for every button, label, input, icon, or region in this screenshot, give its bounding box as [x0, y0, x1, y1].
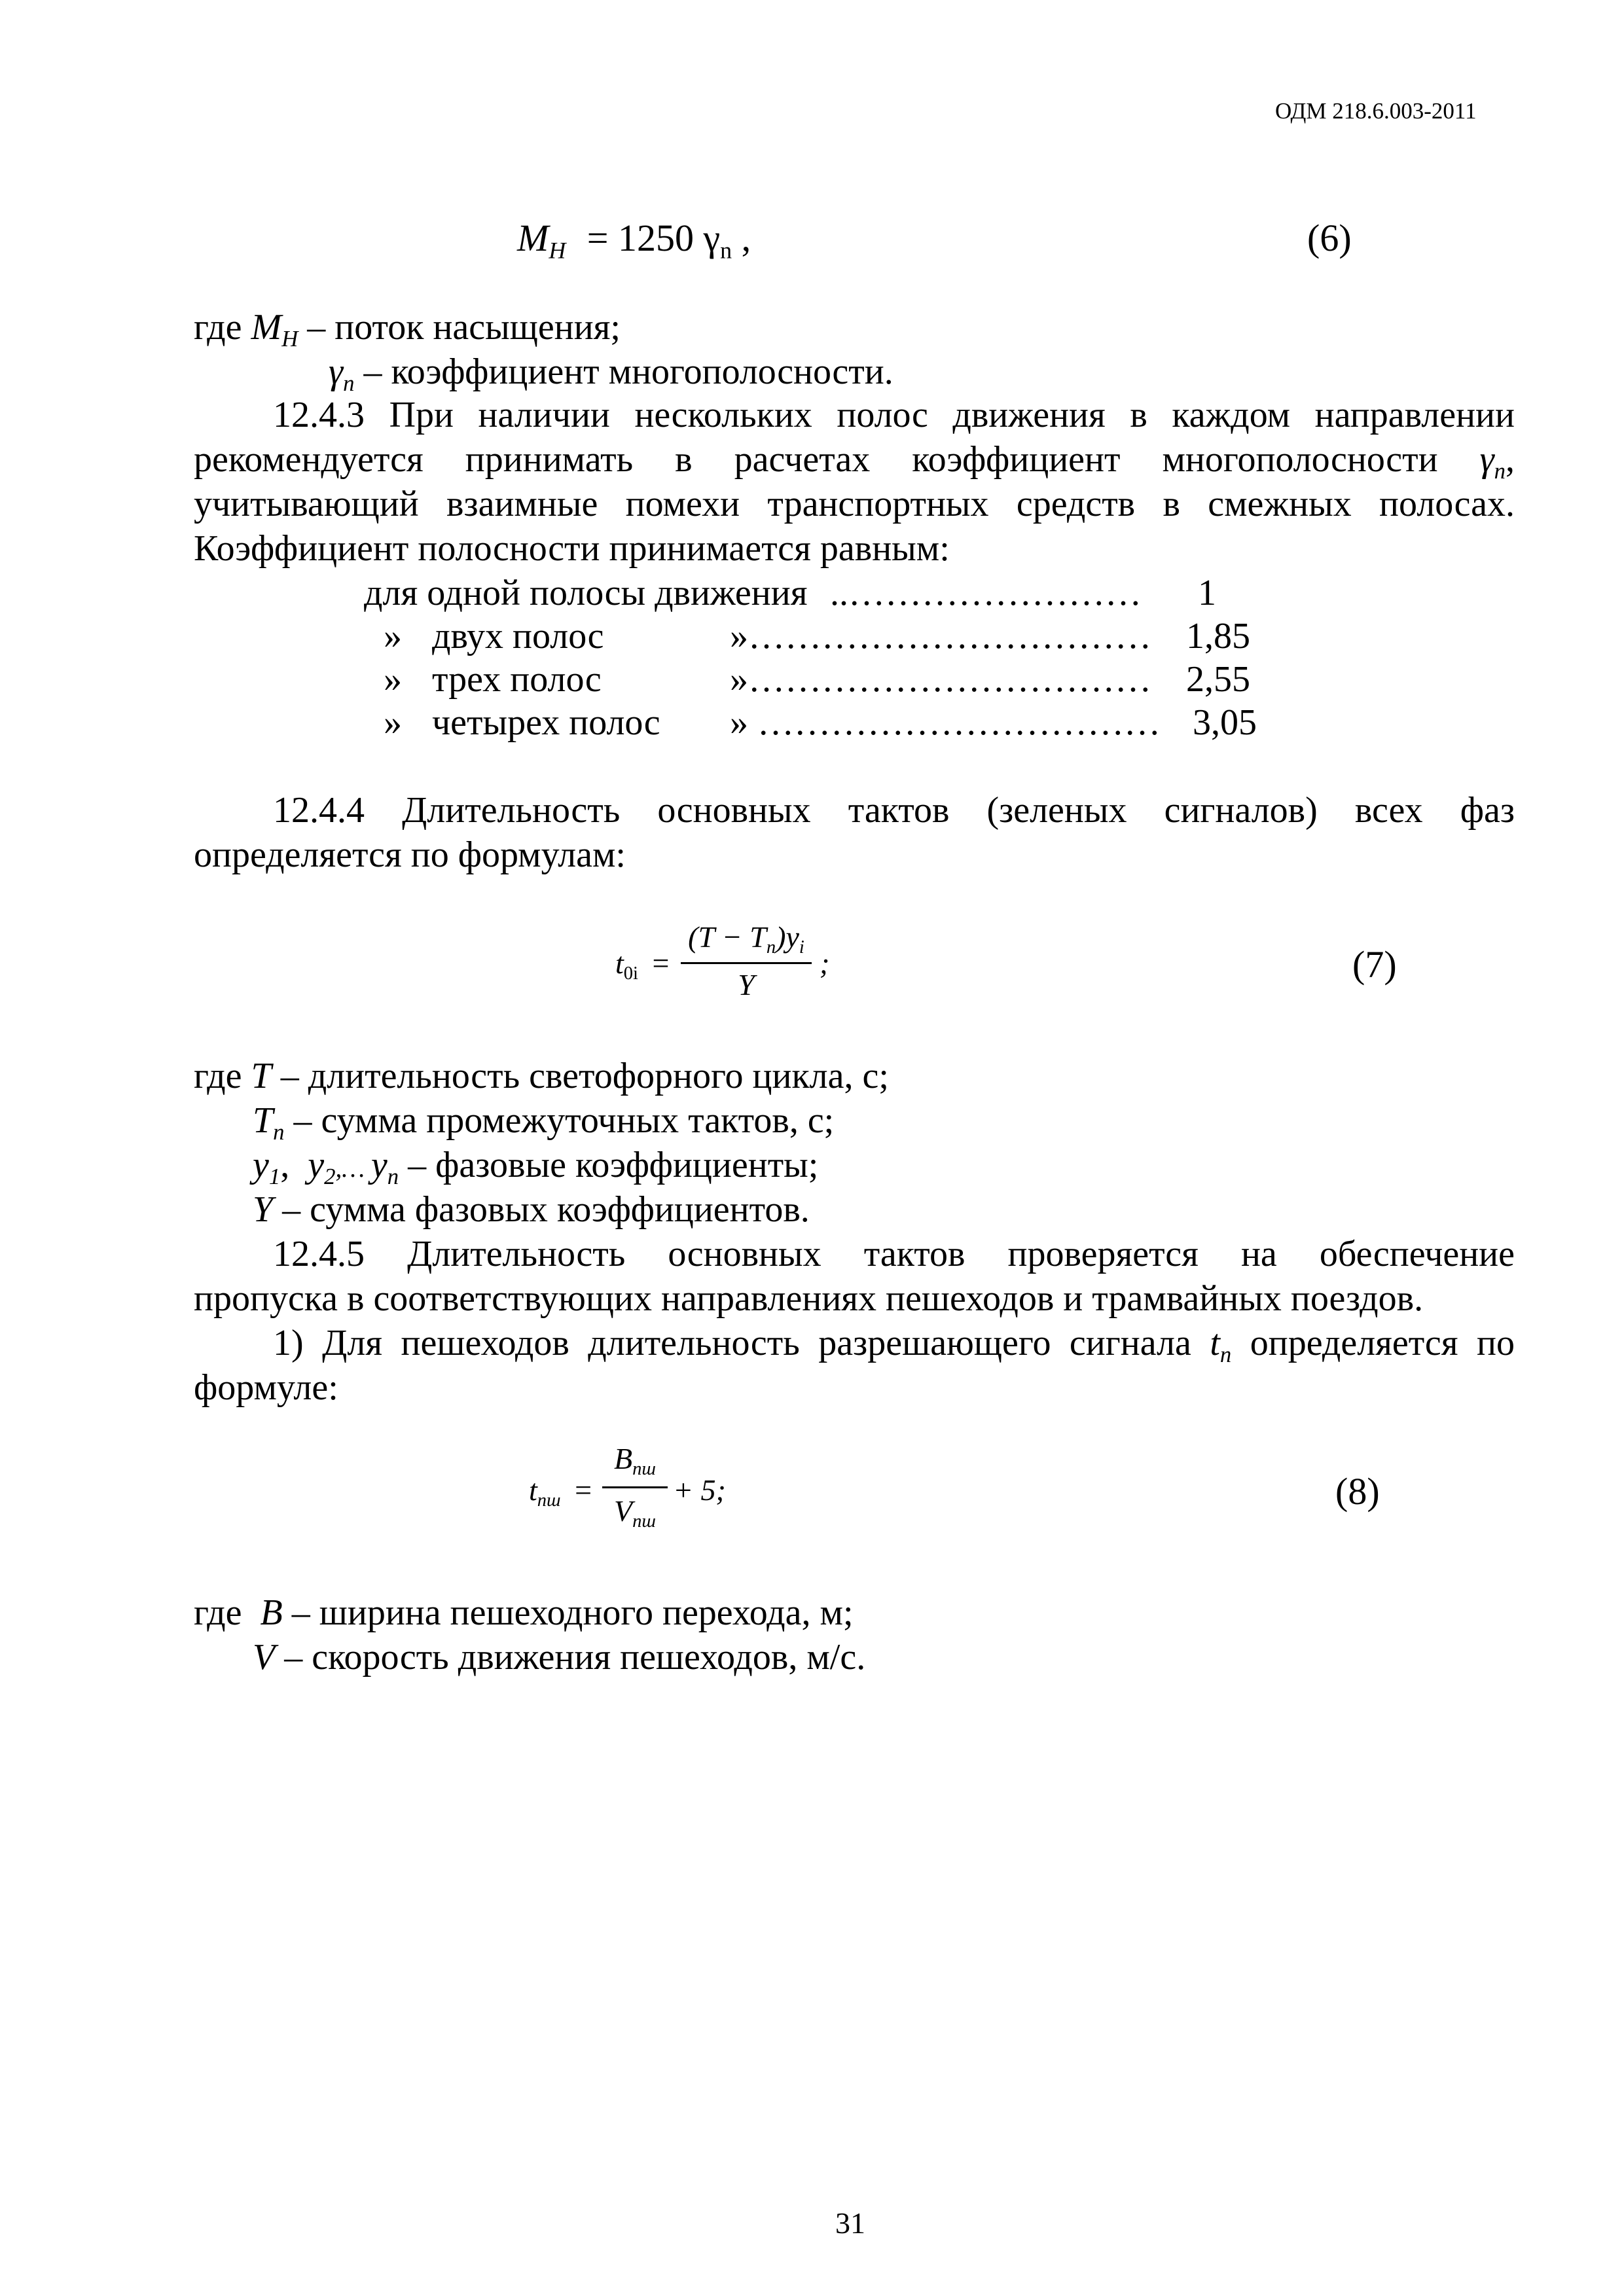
def7-Y: Y: [253, 1189, 274, 1230]
eq8-den-sub: пш: [632, 1511, 656, 1532]
def7-y1-sub: 1: [268, 1164, 281, 1190]
coef-row-3-label: трех полос: [432, 659, 602, 700]
eq6-op: =: [586, 217, 609, 259]
eq8-lhs-sub: пш: [537, 1490, 561, 1511]
eq8-fraction-bar: [602, 1486, 668, 1488]
p1245-tn-sub: n: [1219, 1342, 1232, 1368]
p1243-gamma: γ: [1479, 439, 1494, 480]
def8-line1: [194, 1590, 854, 1635]
p1245-line1: 12.4.5 Длительность основных тактов проверяется на обеспечение: [273, 1234, 1515, 1274]
p1244-line1: 12.4.4 Длительность основных тактов (зеленых сигналов) всех фаз: [273, 790, 1515, 831]
coef-row-1-label: для одной полосы движения: [364, 573, 808, 613]
coef-row-4-label: четырех полос: [432, 702, 660, 743]
document-code: ОДМ 218.6.003-2011: [1275, 98, 1477, 124]
equation-7-number: (7): [1352, 943, 1397, 986]
coef-row-1-value: 1: [1198, 573, 1216, 613]
eq8-lhs-symbol: t: [529, 1473, 537, 1507]
p1245-tn: t: [1210, 1323, 1220, 1363]
def7-y1: y: [253, 1145, 269, 1185]
p1243-line2-text: рекомендуется принимать в расчетах коэффициент многополосности: [194, 439, 1480, 480]
equation-6: [517, 216, 751, 264]
def6-text: – поток насыщения;: [298, 307, 621, 348]
def7-l3-text: – фазовые коэффициенты;: [399, 1145, 819, 1185]
page-number: 31: [835, 2206, 865, 2240]
p1243-gamma-sub: n: [1494, 458, 1506, 484]
eq8-numerator: [602, 1441, 668, 1480]
eq6-gamma-sub: n: [720, 237, 732, 264]
eq6-comma: ,: [741, 217, 751, 259]
def7-yn: y: [370, 1145, 388, 1185]
eq8-op: =: [575, 1473, 592, 1507]
eq8-num-B: B: [614, 1442, 633, 1475]
eq7-num-sub: n: [766, 937, 776, 958]
eq8-denominator: [602, 1494, 668, 1532]
p1243-line1: 12.4.3 При наличии нескольких полос движения в каждом направлении: [273, 395, 1515, 435]
coef-row-3-dots: »……………………………: [730, 659, 1151, 700]
def7-Tn: T: [253, 1100, 274, 1141]
p1245-line3-end: определяется по: [1231, 1323, 1515, 1363]
eq7-fraction-bar: [681, 962, 812, 964]
coef-row-1-dots: ..……………………: [830, 573, 1142, 613]
p1243-line3: учитывающий взаимные помехи транспортных средств в смежных полосах.: [194, 484, 1515, 524]
p1245-line3-text: 1) Для пешеходов длительность разрешающего сигнала: [273, 1323, 1210, 1363]
def6-gamma: γ: [329, 351, 344, 392]
def6-sym-sub: H: [281, 326, 298, 352]
def7-line1: [194, 1054, 889, 1098]
def7-l4-text: – сумма фазовых коэффициентов.: [273, 1189, 810, 1230]
coef-row-4-value: 3,05: [1193, 702, 1257, 743]
coef-row-2-value: 1,85: [1186, 616, 1250, 656]
def7-line3: $y_1$, $y_2,\dots$ $y_n$ – фазовые коэффициенты;: [253, 1145, 819, 1190]
eq7-op: =: [652, 946, 670, 980]
def7-T: T: [251, 1056, 272, 1096]
eq7-denominator: Y: [738, 968, 755, 1001]
eq7-lhs-sub: 0i: [623, 963, 638, 984]
def7-Tn-sub: n: [273, 1119, 285, 1145]
eq6-rhs: 1250: [618, 217, 695, 259]
eq8-tail: + 5;: [673, 1473, 726, 1507]
eq8-lhs: [529, 1473, 592, 1511]
equation-6-number: (6): [1307, 217, 1352, 259]
coef-row-2-label: двух полос: [432, 616, 604, 656]
eq7-num-a: (T − T: [688, 920, 767, 954]
eq7-num-b-sub: i: [799, 937, 804, 958]
eq6-lhs-sub: H: [549, 237, 566, 264]
def6-prefix: где: [194, 307, 242, 348]
def8-l1-text: – ширина пешеходного перехода, м;: [282, 1592, 854, 1633]
eq7-lhs: [615, 946, 669, 984]
def7-line4: [253, 1187, 810, 1232]
eq6-lhs: M: [517, 217, 549, 259]
def7-y2-sub: 2: [324, 1164, 336, 1190]
def8-V: V: [253, 1637, 276, 1677]
coef-row-2-mark: »: [384, 616, 402, 656]
coef-row-4-dots: » ……………………………: [730, 702, 1161, 743]
coef-row-2-dots: »……………………………: [730, 616, 1151, 656]
def8-prefix: где: [194, 1592, 261, 1633]
def8-B: B: [260, 1592, 283, 1633]
coef-row-4-mark: »: [384, 702, 402, 743]
coef-row-3-value: 2,55: [1186, 659, 1250, 700]
equation-8-number: (8): [1335, 1470, 1380, 1513]
eq8-num-sub: пш: [632, 1459, 656, 1480]
eq7-numerator: [681, 920, 812, 958]
def6-sym: M: [251, 307, 282, 348]
p1243-line4: Коэффициент полосности принимается равным:: [194, 528, 950, 569]
eq6-gamma: γ: [703, 217, 721, 259]
p1245-line3: [273, 1321, 1515, 1377]
def8-l2-text: – скорость движения пешеходов, м/с.: [275, 1637, 866, 1677]
def7-l2-text: – сумма промежуточных тактов, с;: [284, 1100, 835, 1141]
def7-y2: y: [308, 1145, 325, 1185]
def7-dots: ,…: [335, 1155, 371, 1183]
p1243-comma: ,: [1506, 439, 1515, 480]
def6-text2: – коэффициент многополосности.: [354, 351, 893, 392]
def6-gamma-sub: n: [343, 370, 355, 397]
eq7-num-b: )y: [776, 920, 799, 954]
coef-row-3-mark: »: [384, 659, 402, 700]
def8-line2: [253, 1635, 865, 1679]
p1245-line4: формуле:: [194, 1367, 338, 1408]
def7-yn-sub: n: [387, 1164, 399, 1190]
eq8-den-V: V: [614, 1494, 633, 1528]
eq7-tail: ;: [820, 946, 830, 980]
p1245-line2: пропуска в соответствующих направлениях пешеходов и трамвайных поездов.: [194, 1278, 1424, 1319]
eq7-lhs-symbol: t: [615, 946, 624, 980]
p1244-line2: определяется по формулам:: [194, 834, 626, 875]
def7-l1-text: – длительность светофорного цикла, с;: [271, 1056, 889, 1096]
def7-prefix: где: [194, 1056, 251, 1096]
